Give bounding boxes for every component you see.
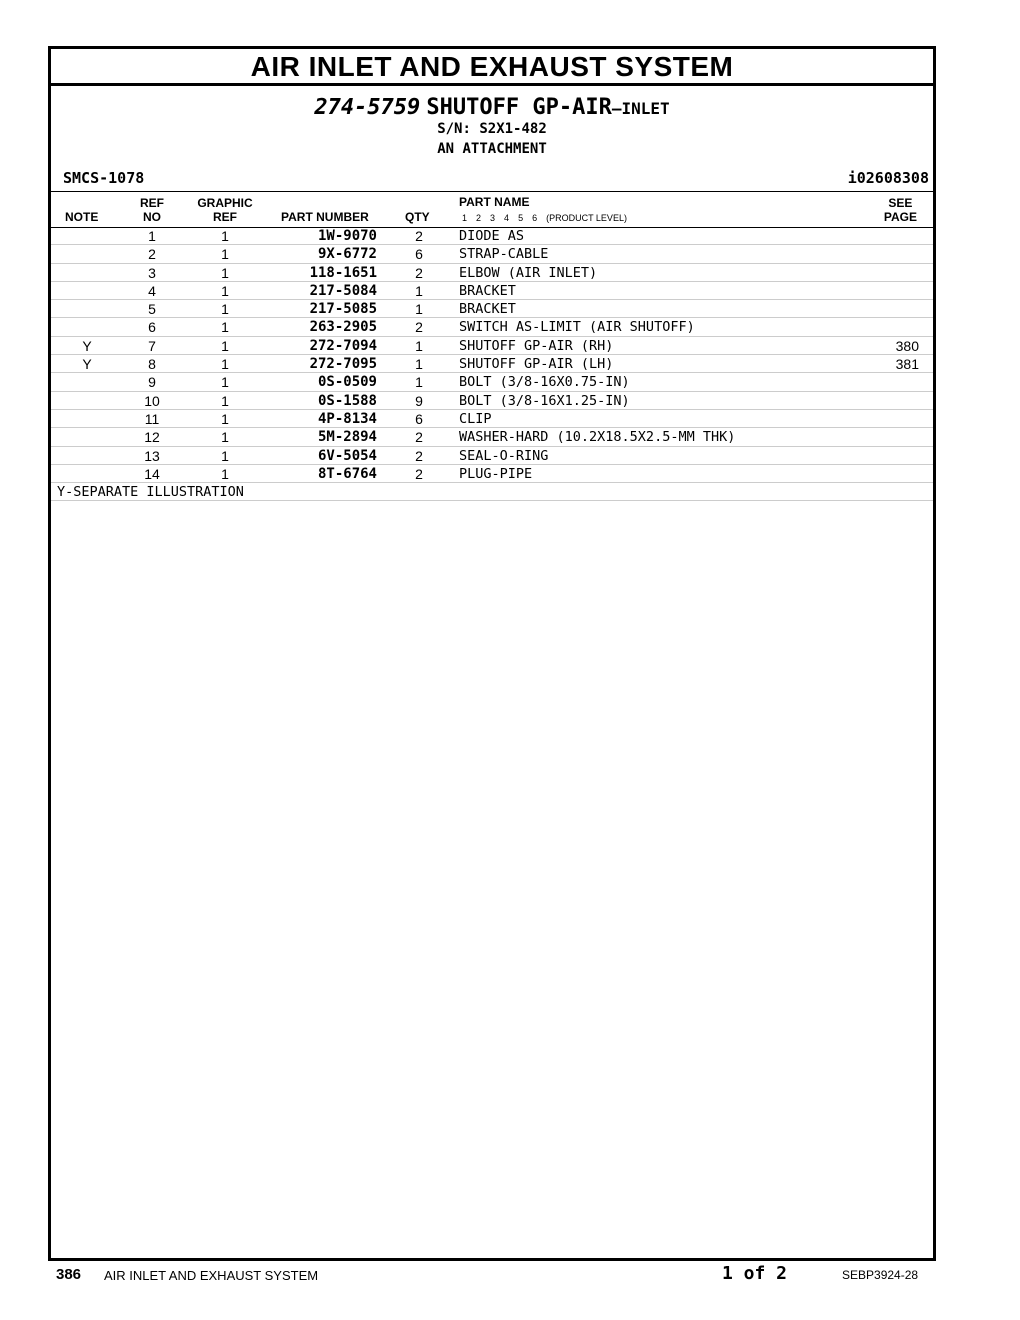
col-ref-bottom: NO bbox=[143, 210, 161, 224]
ref-cell: 4 bbox=[148, 282, 156, 299]
ref-cell: 14 bbox=[144, 465, 160, 482]
table-row bbox=[51, 282, 933, 300]
table-row bbox=[51, 410, 933, 428]
table-row bbox=[51, 428, 933, 446]
graphic-cell: 1 bbox=[221, 301, 229, 318]
graphic-cell: 1 bbox=[221, 246, 229, 263]
group-subname: INLET bbox=[621, 99, 670, 118]
part-number-link[interactable]: 8T-6764 bbox=[317, 465, 377, 482]
qty-cell: 6 bbox=[415, 410, 423, 427]
group-name: SHUTOFF GP-AIR bbox=[426, 95, 612, 120]
table-row bbox=[51, 300, 933, 318]
ref-cell: 7 bbox=[148, 337, 156, 354]
part-name-cell: SHUTOFF GP-AIR (LH) bbox=[459, 356, 614, 373]
product-level-label: (PRODUCT LEVEL) bbox=[546, 213, 627, 223]
col-graphic-bottom: REF bbox=[213, 210, 237, 224]
qty-cell: 2 bbox=[415, 264, 423, 281]
qty-cell: 2 bbox=[415, 447, 423, 464]
ref-cell: 6 bbox=[148, 319, 156, 336]
ref-cell: 11 bbox=[144, 410, 160, 427]
group-part-number[interactable]: 274-5759 bbox=[314, 95, 421, 120]
group-title bbox=[51, 93, 933, 123]
qty-cell: 2 bbox=[415, 465, 423, 482]
graphic-cell: 1 bbox=[221, 410, 229, 427]
qty-cell: 1 bbox=[415, 282, 423, 299]
ref-cell: 3 bbox=[148, 264, 156, 281]
qty-cell: 2 bbox=[415, 429, 423, 446]
col-see-bottom: PAGE bbox=[883, 210, 917, 224]
col-see-top: SEE bbox=[888, 196, 913, 210]
footer-page-number: 386 bbox=[56, 1266, 82, 1283]
table-row bbox=[51, 447, 933, 465]
part-name-cell: BRACKET bbox=[459, 282, 516, 299]
part-name-cell: WASHER-HARD (10.2X18.5X2.5-MM THK) bbox=[459, 429, 736, 446]
graphic-cell: 1 bbox=[221, 429, 229, 446]
table-row bbox=[51, 264, 933, 282]
table-row bbox=[51, 245, 933, 263]
qty-cell: 1 bbox=[415, 374, 423, 391]
group-dash: — bbox=[611, 99, 622, 118]
col-note: NOTE bbox=[65, 210, 99, 224]
parts-table bbox=[51, 227, 933, 501]
see-page-link[interactable]: 380 bbox=[895, 337, 919, 354]
col-ref-top: REF bbox=[140, 196, 164, 210]
part-name-cell: BRACKET bbox=[459, 301, 516, 318]
footer-doc-id: SEBP3924-28 bbox=[842, 1268, 919, 1282]
col-part-name: PART NAME bbox=[459, 195, 530, 209]
table-row bbox=[51, 392, 933, 410]
footer-title: AIR INLET AND EXHAUST SYSTEM bbox=[104, 1268, 319, 1283]
ref-cell: 5 bbox=[148, 301, 156, 318]
col-graphic-ref bbox=[193, 196, 257, 224]
graphic-cell: 1 bbox=[221, 319, 229, 336]
graphic-cell: 1 bbox=[221, 392, 229, 409]
part-name-cell: DIODE AS bbox=[459, 228, 525, 244]
col-ref-no bbox=[139, 196, 165, 224]
graphic-cell: 1 bbox=[221, 356, 229, 373]
illustration-id: i02608308 bbox=[847, 169, 929, 187]
level-6: 6 bbox=[532, 213, 538, 223]
part-number-link[interactable]: 0S-0509 bbox=[317, 374, 377, 391]
part-number-link[interactable]: 272-7094 bbox=[309, 337, 377, 354]
table-row bbox=[51, 337, 933, 355]
part-name-cell: PLUG-PIPE bbox=[459, 465, 533, 482]
table-row bbox=[51, 227, 933, 245]
ref-cell: 1 bbox=[148, 228, 156, 244]
graphic-cell: 1 bbox=[221, 447, 229, 464]
footer-sheet: 1 of 2 bbox=[722, 1263, 788, 1284]
part-number-link[interactable]: 1W-9070 bbox=[317, 228, 377, 244]
graphic-cell: 1 bbox=[221, 282, 229, 299]
qty-cell: 1 bbox=[415, 337, 423, 354]
qty-cell: 6 bbox=[415, 246, 423, 263]
part-number-link[interactable]: 4P-8134 bbox=[317, 410, 377, 427]
note-cell: Y bbox=[82, 356, 92, 373]
part-number-link[interactable]: 217-5085 bbox=[309, 301, 377, 318]
product-levels bbox=[462, 213, 636, 223]
part-name-cell: BOLT (3/8-16X0.75-IN) bbox=[459, 374, 630, 391]
ref-cell: 9 bbox=[148, 374, 156, 391]
part-name-cell: CLIP bbox=[459, 410, 492, 427]
part-name-cell: BOLT (3/8-16X1.25-IN) bbox=[459, 392, 630, 409]
table-row bbox=[51, 465, 933, 483]
part-name-cell: SWITCH AS-LIMIT (AIR SHUTOFF) bbox=[459, 319, 695, 336]
serial-number: S/N: S2X1-482 bbox=[437, 121, 547, 137]
part-name-cell: SEAL-O-RING bbox=[459, 447, 549, 464]
graphic-cell: 1 bbox=[221, 465, 229, 482]
qty-cell: 9 bbox=[415, 392, 423, 409]
see-page-link[interactable]: 381 bbox=[895, 356, 919, 373]
level-2: 2 bbox=[476, 213, 482, 223]
table-row bbox=[51, 355, 933, 373]
col-part-number: PART NUMBER bbox=[281, 210, 369, 224]
part-number-link[interactable]: 9X-6772 bbox=[317, 246, 377, 263]
part-number-link[interactable]: 6V-5054 bbox=[317, 447, 377, 464]
graphic-cell: 1 bbox=[221, 228, 229, 244]
col-qty: QTY bbox=[405, 210, 430, 224]
graphic-cell: 1 bbox=[221, 374, 229, 391]
level-4: 4 bbox=[504, 213, 510, 223]
page-frame bbox=[48, 46, 936, 1261]
smcs-code: SMCS-1078 bbox=[63, 169, 145, 187]
table-row bbox=[51, 318, 933, 336]
qty-cell: 2 bbox=[415, 319, 423, 336]
part-number-link[interactable]: 263-2905 bbox=[309, 319, 377, 336]
part-number-link[interactable]: 272-7095 bbox=[309, 356, 377, 373]
ref-cell: 2 bbox=[148, 246, 156, 263]
part-number-link[interactable]: 217-5084 bbox=[309, 282, 377, 299]
ref-cell: 12 bbox=[144, 429, 160, 446]
ref-cell: 8 bbox=[148, 356, 156, 373]
graphic-cell: 1 bbox=[221, 337, 229, 354]
table-row bbox=[51, 373, 933, 391]
ref-cell: 13 bbox=[144, 447, 160, 464]
ref-cell: 10 bbox=[144, 392, 160, 409]
qty-cell: 1 bbox=[415, 301, 423, 318]
col-graphic-top: GRAPHIC bbox=[197, 196, 253, 210]
qty-cell: 1 bbox=[415, 356, 423, 373]
part-name-cell: STRAP-CABLE bbox=[459, 246, 549, 263]
level-3: 3 bbox=[490, 213, 496, 223]
page-footer bbox=[0, 1262, 1020, 1292]
part-name-cell: SHUTOFF GP-AIR (RH) bbox=[459, 337, 614, 354]
level-1: 1 bbox=[462, 213, 468, 223]
graphic-cell: 1 bbox=[221, 264, 229, 281]
attachment-label: AN ATTACHMENT bbox=[437, 141, 547, 157]
part-number-link[interactable]: 118-1651 bbox=[309, 264, 377, 281]
level-5: 5 bbox=[518, 213, 524, 223]
part-number-link[interactable]: 5M-2894 bbox=[317, 429, 377, 446]
note-cell: Y bbox=[82, 337, 92, 354]
qty-cell: 2 bbox=[415, 228, 423, 244]
part-number-link[interactable]: 0S-1588 bbox=[317, 392, 377, 409]
table-header bbox=[51, 191, 933, 228]
section-banner: AIR INLET AND EXHAUST SYSTEM bbox=[51, 49, 933, 86]
col-see-page bbox=[884, 196, 917, 224]
part-name-cell: ELBOW (AIR INLET) bbox=[459, 264, 598, 281]
footnote: Y-SEPARATE ILLUSTRATION bbox=[51, 483, 933, 501]
